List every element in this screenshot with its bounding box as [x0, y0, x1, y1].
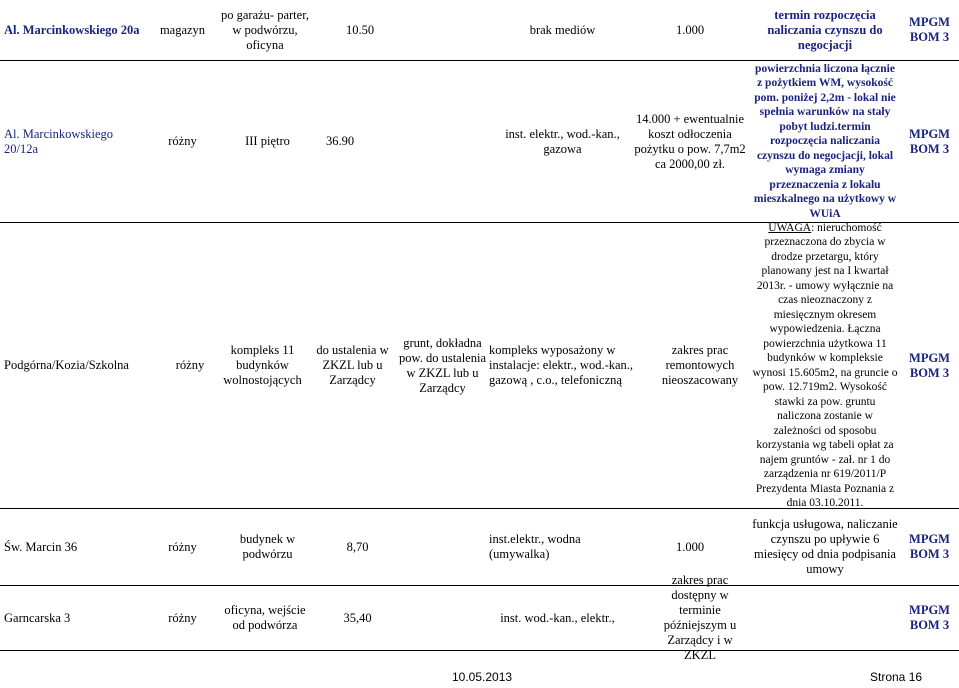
admin-cell: MPGM BOM 3 [909, 126, 950, 156]
rent-cell: 1.000 [675, 539, 705, 554]
notes-cell: powierzchnia liczona łącznie z pożytkiem WM, wysokość pom. poniżej 2,2m - lokal nie spełnia warunków na stały pobyt ludzi.termin rozpoczęcia naliczania czynszu do negocjacji, lokal wymaga zmiany przeznaczenia z lokalu mieszkalnego na użytkowy w WUiA [753, 62, 897, 220]
notes-cell [750, 223, 900, 508]
area-cell: 35,40 [343, 610, 372, 625]
media-cell: kompleks wyposażony w instalacje: elektr., wod.-kan., gazową , c.o., telefoniczną [489, 343, 634, 387]
location-cell: budynek w podwórzu [239, 532, 296, 561]
media-cell: inst. elektr., wod.-kan., gazowa [505, 126, 620, 156]
area-cell: 10.50 [345, 22, 375, 37]
location-cell: po garażu- parter, w podwórzu, oficyna [221, 7, 309, 52]
notes-cell: termin rozpoczęcia naliczania czynszu do negocjacji [767, 7, 883, 52]
media-cell: inst.elektr., wodna (umywalka) [489, 532, 581, 561]
land-cell: grunt, dokładna pow. do ustalenia w ZKZL lub u Zarządcy [398, 335, 487, 395]
industry-cell: magazyn [159, 22, 206, 37]
location-cell: III piętro [245, 134, 290, 148]
footer-date: 10.05.2013 [452, 670, 513, 684]
rent-cell: zakres prac dostępny w terminie późniejszym u Zarządcy i w ZKZL [663, 573, 737, 662]
admin-cell: MPGM BOM 3 [909, 603, 950, 632]
industry-cell: różny [168, 134, 197, 148]
notes-cell: funkcja usługowa, naliczanie czynszu po upływie 6 miesięcy od dnia podpisania umowy [752, 517, 898, 576]
industry-cell: różny [168, 539, 197, 554]
notes-text: : nieruchomość przeznaczona do zbycia w drodze przetargu, który planowany jest na I kwartał 2013r. - umowy wyłącznie na czas nieoznaczony z miesięcznym okresem wypowiedzenia. Łączna powierzchnia użytkowa 11 budynków w kompleksie wynosi 15.605m2, na gruncie o pow. 12.719m2. Wysokość stawki za pow. gruntu naliczona zostanie w zależności od sposobu korzystania wg tabeli opłat za najem gruntów - zał. nr 1 do zarządzenia nr 619/2011/P Prezydenta Miasta Poznania z dnia 03.10.2011. [752, 221, 898, 509]
industry-cell: różny [168, 610, 197, 625]
admin-cell: MPGM BOM 3 [909, 15, 950, 44]
admin-cell: MPGM BOM 3 [909, 350, 950, 380]
area-cell: 8,70 [346, 539, 369, 554]
address-cell: Podgórna/Kozia/Szkolna [4, 358, 129, 372]
location-cell: kompleks 11 budynków wolnostojących [223, 343, 302, 387]
media-cell: inst. wod.-kan., elektr., [500, 610, 615, 625]
footer-page-number: Strona 16 [870, 670, 923, 684]
location-cell: oficyna, wejście od podwórza [224, 603, 306, 632]
media-cell: brak mediów [529, 22, 596, 37]
area-cell: do ustalenia w ZKZL lub u Zarządcy [316, 343, 389, 387]
address-cell: Al. Marcinkowskiego 20a [4, 22, 140, 37]
admin-cell: MPGM BOM 3 [909, 532, 950, 561]
address-cell: Garncarska 3 [4, 610, 71, 625]
rent-cell: zakres prac remontowych nieoszacowany [661, 343, 739, 387]
notes-heading: UWAGA [768, 221, 812, 234]
row-divider [0, 650, 959, 651]
address-cell: Św. Marcin 36 [4, 539, 78, 554]
area-cell: 36.90 [325, 134, 355, 148]
rent-cell: 14.000 + ewentualnie koszt odłoczenia pożytku o pow. 7,7m2 ca 2000,00 zł. [634, 111, 746, 171]
rent-cell: 1.000 [675, 22, 705, 37]
industry-cell: różny [175, 358, 205, 372]
address-cell: Al. Marcinkowskiego 20/12a [4, 126, 114, 156]
